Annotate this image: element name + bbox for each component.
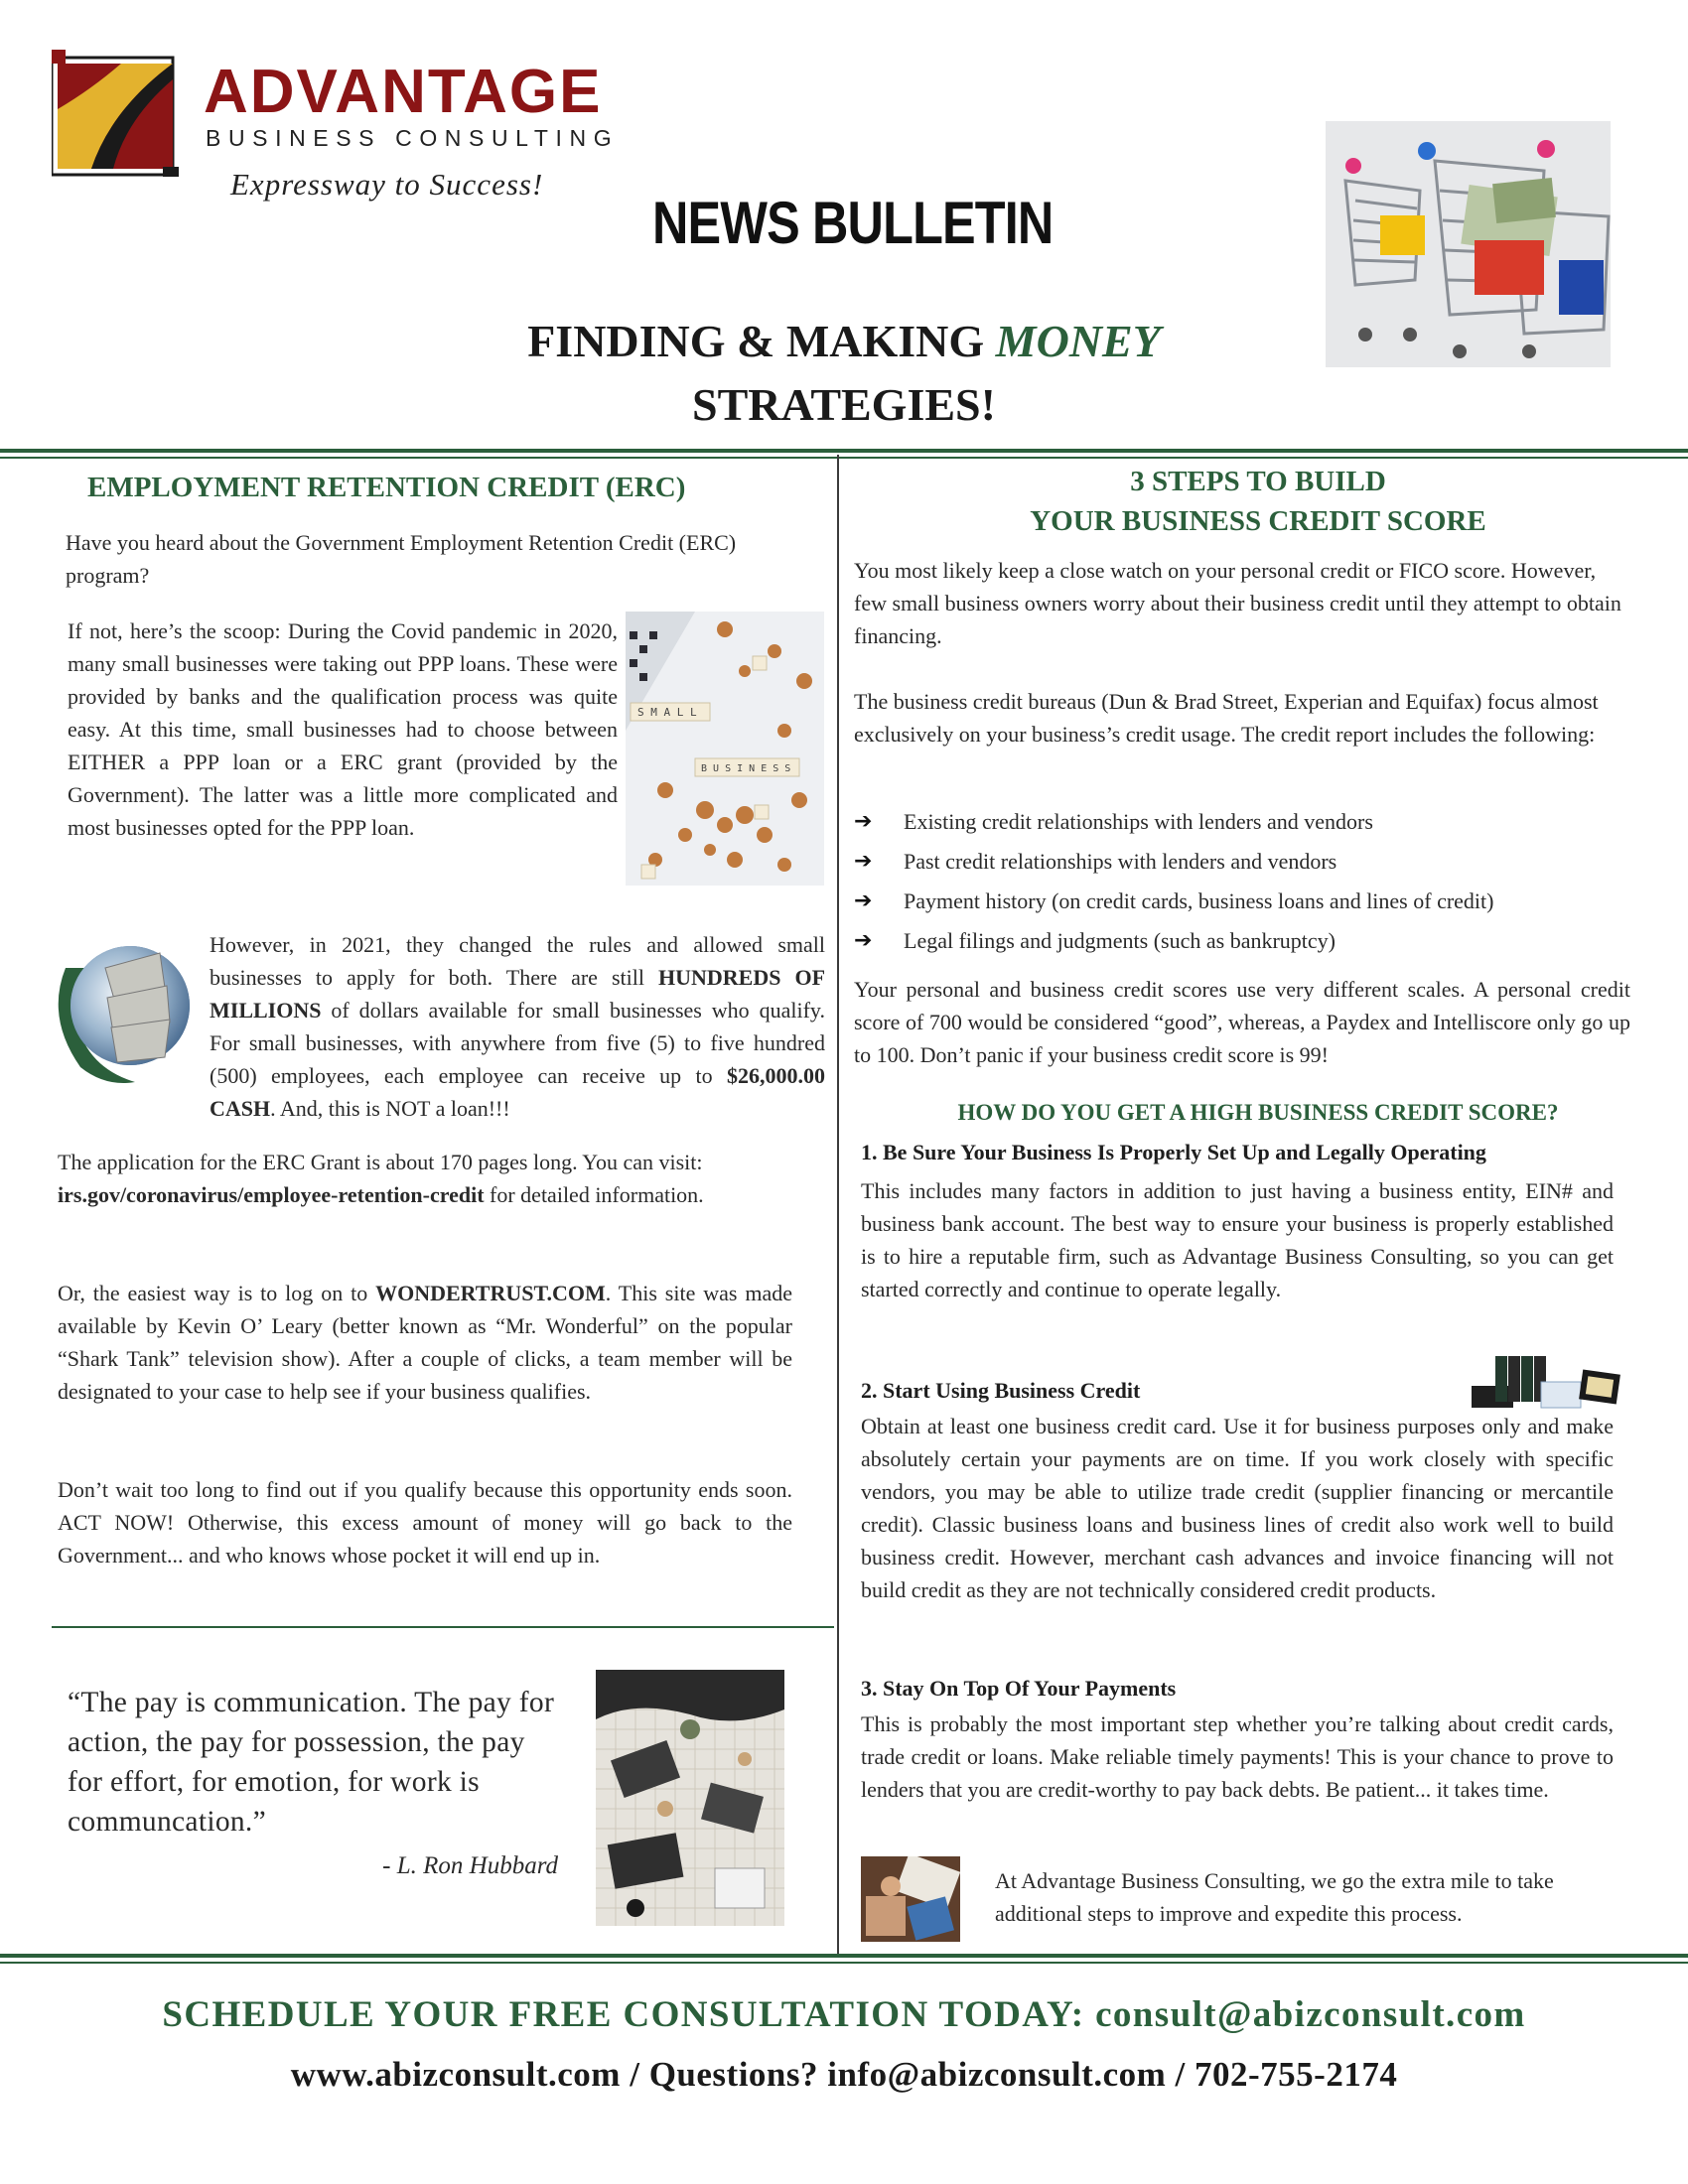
cash-amount-highlight: $26,000.00 CASH	[210, 1063, 825, 1121]
company-logo	[52, 50, 181, 177]
right-arrow-icon: ➔	[854, 849, 873, 874]
money-roll-photo	[46, 928, 205, 1089]
right-arrow-icon: ➔	[854, 928, 873, 953]
step3-heading: 3. Stay On Top Of Your Payments	[861, 1676, 1177, 1701]
header-rule-thick	[0, 449, 1688, 453]
binders-certificate-photo	[1472, 1352, 1620, 1410]
step1-heading: 1. Be Sure Your Business Is Properly Set Up and Legally Operating	[861, 1140, 1486, 1164]
hands-documents-photo	[861, 1856, 960, 1942]
step3-body: This is probably the most important step whether you’re talking about credit cards, trade credit or loans. Make reliable timely payments! This is your chance to prove to lenders that you are credit-worthy to pay back debts. Be patient... it takes time.	[861, 1711, 1614, 1802]
list-item	[854, 802, 1638, 842]
credit-paragraph-bureaus: The business credit bureaus (Dun & Brad Street, Experian and Equifax) focus almost exclusively on your business’s credit usage. The credit report includes the following:	[854, 689, 1599, 747]
erc-p4-text-a: The application for the ERC Grant is about 170 pages long. You can visit:	[58, 1150, 703, 1174]
headline-money: MONEY	[995, 316, 1161, 366]
erc-p3-text-b: of dollars available for small businesses who qualify. For small businesses, with anywhere from five (5) to five hundred (500) employees, each employee can receive up to	[210, 998, 825, 1088]
shopping-carts-photo	[1326, 121, 1611, 367]
credit-report-list	[854, 802, 1638, 961]
right-arrow-icon: ➔	[854, 809, 873, 834]
list-item-text: Past credit relationships with lenders and vendors	[904, 849, 1337, 874]
erc-intro: Have you heard about the Government Employment Retention Credit (ERC) program?	[66, 530, 737, 588]
svg-text:S M A L L: S M A L L	[637, 706, 697, 719]
tagline: Expressway to Success!	[230, 167, 544, 202]
list-item-text: Payment history (on credit cards, business loans and lines of credit)	[904, 888, 1494, 913]
coins-letter-tiles-photo	[626, 612, 824, 886]
list-item-text: Existing credit relationships with lenders and vendors	[904, 809, 1373, 834]
erc-p4-text-b: for detailed information.	[484, 1182, 704, 1207]
svg-text:B U S I N E S S: B U S I N E S S	[701, 763, 791, 774]
credit-paragraph-scales: Your personal and business credit scores use very different scales. A personal credit score of 700 would be considered “good”, whereas, a Paydex and Intelliscore only go up to 100. Don’t panic if your business credit score is 99!	[854, 977, 1630, 1067]
right-arrow-icon: ➔	[854, 888, 873, 913]
step2-heading: 2. Start Using Business Credit	[861, 1378, 1141, 1403]
schedule-consultation-cta: SCHEDULE YOUR FREE CONSULTATION TODAY: consult@abizconsult.com	[162, 1994, 1526, 2035]
credit-steps-title-line2: YOUR BUSINESS CREDIT SCORE	[1030, 505, 1486, 537]
list-item-text: Legal filings and judgments (such as bankruptcy)	[904, 928, 1336, 953]
erc-paragraph-application	[58, 1146, 792, 1211]
desk-meeting-photo	[596, 1670, 784, 1926]
credit-paragraph-intro: You most likely keep a close watch on your personal credit or FICO score. However, few small business owners worry about their business credit until they attempt to obtain financing.	[854, 558, 1621, 648]
brand-subtitle: BUSINESS CONSULTING	[206, 125, 620, 151]
erc-paragraph-wondertrust	[58, 1277, 792, 1408]
erc-paragraph-2021	[210, 928, 825, 1125]
column-divider	[837, 455, 839, 1954]
erc-paragraph-scoop: If not, here’s the scoop: During the Covid pandemic in 2020, many small businesses were taking out PPP loans. These were provided by banks and the qualification process was quite easy. At this time, small businesses had to choose between EITHER a PPP loan or a ERC grant (provided by the Government). The latter was a little more complicated and most businesses opted for the PPP loan.	[68, 618, 618, 840]
footer-rule-thick	[0, 1954, 1688, 1958]
headline-part2: STRATEGIES!	[692, 379, 996, 430]
list-item	[854, 882, 1638, 921]
left-column-rule	[52, 1626, 834, 1628]
erc-section-title: EMPLOYMENT RETENTION CREDIT (ERC)	[87, 472, 686, 503]
wondertrust-link[interactable]: WONDERTRUST.COM	[375, 1281, 606, 1305]
erc-paragraph-act-now: Don’t wait too long to find out if you qualify because this opportunity ends soon. ACT NOW! Otherwise, this excess amount of money will go back to the Government... and who knows whose pocket it will end up in.	[58, 1477, 792, 1568]
quote-author: - L. Ron Hubbard	[382, 1852, 558, 1879]
credit-steps-title-line1: 3 STEPS TO BUILD	[1130, 466, 1386, 497]
high-score-subtitle: HOW DO YOU GET A HIGH BUSINESS CREDIT SCORE?	[957, 1100, 1559, 1125]
headline-part1: FINDING & MAKING	[527, 316, 996, 366]
closing-statement: At Advantage Business Consulting, we go the extra mile to take additional steps to improve and expedite this process.	[995, 1868, 1554, 1926]
brand-name: ADVANTAGE	[204, 58, 603, 126]
footer-rule-thin	[0, 1962, 1688, 1964]
contact-line: www.abizconsult.com / Questions? info@abizconsult.com / 702-755-2174	[290, 2055, 1398, 2094]
header-rule-thin	[0, 457, 1688, 459]
erc-p3-text-a: However, in 2021, they changed the rules and allowed small businesses to apply for both. There are still	[210, 932, 825, 990]
quote-text: “The pay is communication. The pay for action, the pay for possession, the pay for effort, for emotion, for work is communcation.”	[68, 1687, 555, 1838]
irs-erc-link[interactable]: irs.gov/coronavirus/employee-retention-credit	[58, 1182, 485, 1207]
erc-p5-text-b: . This site was made available by Kevin O’ Leary (better known as “Mr. Wonderful” on the popular “Shark Tank” television show). After a couple of clicks, a team member will be designated to your case to help see if your business qualifies.	[58, 1281, 792, 1404]
headline	[348, 310, 1340, 437]
erc-p3-text-c: . And, this is NOT a loan!!!	[270, 1096, 510, 1121]
credit-steps-title	[856, 462, 1660, 541]
list-item	[854, 842, 1638, 882]
step2-body: Obtain at least one business credit card. Use it for business purposes only and make absolutely certain your payments are on time. If you work closely with specific vendors, you may be able to utilize trade credit (supplier financing or mercantile credit). Classic business loans and business lines of credit also work well to build business credit. However, merchant cash advances and invoice financing will not build credit as they are not technically considered credit products.	[861, 1414, 1614, 1602]
erc-p5-text-a: Or, the easiest way is to log on to	[58, 1281, 376, 1305]
step1-body: This includes many factors in addition to just having a business entity, EIN# and business bank account. The best way to ensure your business is properly established is to hire a reputable firm, such as Advantage Business Consulting, so you can get started correctly and continue to operate legally.	[861, 1178, 1614, 1301]
hundreds-of-millions-highlight: HUNDREDS OF MILLIONS	[210, 965, 826, 1023]
news-bulletin-title: NEWS BULLETIN	[652, 190, 1054, 256]
list-item	[854, 921, 1638, 961]
